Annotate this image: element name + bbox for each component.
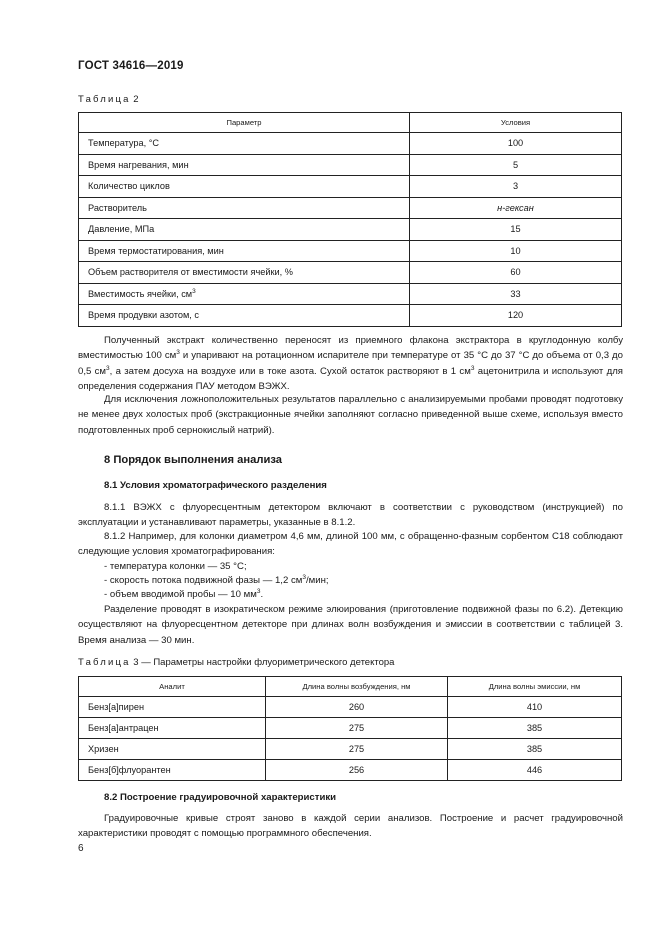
table-row — [79, 760, 622, 781]
table3-excitation: 256 — [266, 760, 448, 781]
table2-caption — [78, 94, 139, 105]
document-header: ГОСТ 34616—2019 — [78, 60, 184, 72]
table3-analyte: Бенз[б]флуорантен — [79, 760, 266, 781]
table3-caption-word: Таблица — [78, 657, 131, 668]
paragraph-blank-samples: Для исключения ложноположительных результатов параллельно с анализируемыми пробами проводят подготовку не менее двух холостых проб (экстракционные ячейки заполняют согласно приведенной выше схеме, используя вместо подготовленных проб сернокислый натрий). — [78, 394, 623, 436]
table3-emission: 385 — [448, 739, 622, 760]
text-fragment: . — [260, 589, 264, 600]
bullet-column-temp: - температура колонки — 35 °С; — [104, 561, 247, 572]
text-fragment: - объем вводимой пробы — 10 мм — [104, 589, 257, 600]
table3-emission: 385 — [448, 718, 622, 739]
table2-col-param: Параметр — [79, 113, 410, 133]
table2-value: 10 — [410, 240, 622, 262]
table-row — [79, 718, 622, 739]
table2 — [78, 112, 622, 327]
table2-col-conditions: Условия — [410, 113, 622, 133]
text-fragment: и упаривают на ротационном испарителе при температуре от 35 °С до 37 °С до объема от 0,3 до 0,5 см — [78, 350, 623, 377]
table-row — [79, 133, 622, 155]
table3-emission: 446 — [448, 760, 622, 781]
table2-param: Растворитель — [79, 197, 410, 219]
superscript: 3 — [192, 287, 196, 295]
table3-emission: 410 — [448, 697, 622, 718]
table3-analyte: Бенз[а]пирен — [79, 697, 266, 718]
table3-col-emission: Длина волны эмиссии, нм — [448, 677, 622, 697]
paragraph-separation: Разделение проводят в изократическом режиме элюирования (приготовление подвижной фазы по 6.2). Детекцию осуществляют на флуоресцентном детекторе при длинах волн возбуждения и эмиссии в соответствии с таблицей 3. Время анализа — 30 мин. — [78, 604, 623, 646]
text-fragment: Полученный экстракт количественно переносят из приемного флакона экстрактора в круглодонную колбу вместимостью 100 см — [78, 335, 623, 362]
table-row — [79, 154, 622, 176]
superscript: 3 — [106, 364, 110, 372]
table-row — [79, 305, 622, 327]
table-row — [79, 219, 622, 241]
table3-caption — [78, 657, 394, 668]
text-fragment: , а затем досуха на воздухе или в токе азота. Сухой остаток растворяют в 1 см — [109, 365, 471, 377]
table3-excitation: 275 — [266, 739, 448, 760]
text-fragment: - скорость потока подвижной фазы — 1,2 см — [104, 575, 303, 586]
table2-value: 5 — [410, 154, 622, 176]
table3-header-row — [79, 677, 622, 697]
superscript: 3 — [256, 587, 261, 595]
table2-value: 3 — [410, 176, 622, 198]
table2-header-row — [79, 113, 622, 133]
table3-col-excitation: Длина волны возбуждения, нм — [266, 677, 448, 697]
table2-param: Время нагревания, мин — [79, 154, 410, 176]
paragraph-8-2: Градуировочные кривые строят заново в каждой серии анализов. Построение и расчет градуировочной характеристики проводят с помощью программного обеспечения. — [78, 813, 623, 840]
table-row — [79, 240, 622, 262]
table-row — [79, 283, 622, 305]
table3-analyte: Бенз[а]антрацен — [79, 718, 266, 739]
bullet-flow-rate — [104, 573, 329, 588]
subsection-heading-8-1: 8.1 Условия хроматографического разделения — [104, 480, 327, 491]
text-fragment: /мин; — [305, 575, 329, 586]
subsection-heading-8-2: 8.2 Построение градуировочной характеристики — [104, 792, 337, 803]
page-number: 6 — [78, 843, 84, 854]
table2-param: Количество циклов — [79, 176, 410, 198]
table2-param-cell — [79, 283, 410, 305]
table3-caption-text: 3 — Параметры настройки флуориметрического детектора — [133, 657, 395, 668]
table-row — [79, 739, 622, 760]
table2-param: Время продувки азотом, с — [79, 305, 410, 327]
table2-param: Время термостатирования, мин — [79, 240, 410, 262]
bullet-sample-volume — [104, 587, 263, 602]
superscript: 3 — [302, 573, 306, 581]
table2-param: Объем растворителя от вместимости ячейки, % — [79, 262, 410, 284]
table2-value: 120 — [410, 305, 622, 327]
table2-caption-word: Таблица — [78, 94, 131, 105]
table-row — [79, 697, 622, 718]
table2-value: н-гексан — [410, 197, 622, 219]
table2-value: 60 — [410, 262, 622, 284]
table3-col-analyte: Аналит — [79, 677, 266, 697]
table2-value: 15 — [410, 219, 622, 241]
superscript: 3 — [176, 349, 180, 357]
superscript: 3 — [470, 364, 475, 372]
paragraph-8-1-2: 8.1.2 Например, для колонки диаметром 4,6 мм, длиной 100 мм, с обращенно-фазным сорбентом С18 соблюдают следующие условия хроматографирования: — [78, 531, 623, 558]
table3-excitation: 260 — [266, 697, 448, 718]
table-row — [79, 197, 622, 219]
table-row — [79, 262, 622, 284]
table2-param: Температура, °С — [79, 133, 410, 155]
text-fragment: ацетонитрила и используют для определения содержания ПАУ методом ВЭЖХ. — [78, 365, 623, 392]
table2-caption-number: 2 — [133, 94, 139, 105]
table2-param: Вместимость ячейки, см — [88, 288, 193, 299]
table2-value: 100 — [410, 133, 622, 155]
table3-excitation: 275 — [266, 718, 448, 739]
paragraph-8-1-1: 8.1.1 ВЭЖХ с флуоресцентным детектором включают в соответствии с руководством (инструкцией) по эксплуатации и устанавливают параметры, указанные в 8.1.2. — [78, 502, 623, 529]
section-heading-8: 8 Порядок выполнения анализа — [104, 454, 282, 466]
table2-value: 33 — [410, 283, 622, 305]
table3 — [78, 676, 622, 781]
table-row — [79, 176, 622, 198]
paragraph-extract — [78, 333, 623, 394]
table2-param: Давление, МПа — [79, 219, 410, 241]
table3-analyte: Хризен — [79, 739, 266, 760]
